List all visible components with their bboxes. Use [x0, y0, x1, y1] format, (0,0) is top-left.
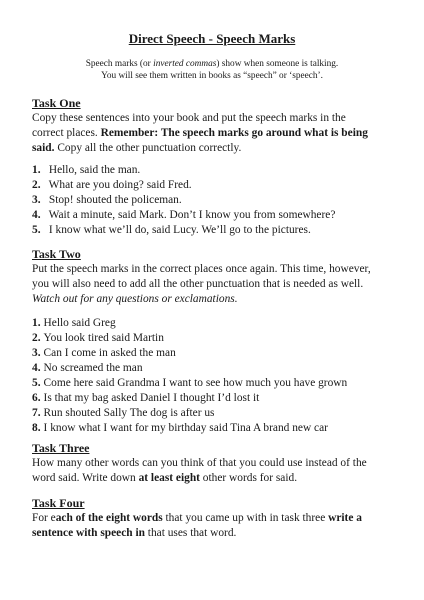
task-four-line-1-bold-2: write a	[328, 512, 362, 524]
task-two-heading: Task Two	[32, 247, 81, 261]
task-four-line-2	[32, 526, 402, 541]
item-text: Is that my bag asked Daniel I thought I’d lost it	[43, 392, 260, 404]
list-item	[32, 178, 402, 193]
task-three	[32, 441, 402, 486]
item-number: 2.	[32, 179, 41, 191]
task-one-line-2-a: correct places.	[32, 127, 101, 139]
task-four-heading: Task Four	[32, 496, 85, 510]
page-title: Direct Speech - Speech Marks	[128, 31, 296, 46]
item-number: 2.	[32, 332, 41, 344]
list-item	[32, 346, 402, 361]
intro-line-1-italic: inverted commas	[153, 59, 217, 69]
task-one-line-1: Copy these sentences into your book and put the speech marks in the	[32, 112, 346, 124]
task-one	[32, 96, 402, 156]
item-text: Hello said Greg	[43, 317, 116, 329]
item-number: 6.	[32, 392, 41, 404]
item-text: Can I come in asked the man	[43, 347, 176, 359]
item-text: What are you doing? said Fred.	[48, 179, 192, 191]
task-three-line-1: How many other words can you think of that you could use instead of the	[32, 457, 367, 469]
item-text: Come here said Grandma I want to see how much you have grown	[43, 377, 348, 389]
list-item	[32, 316, 402, 331]
list-item	[32, 406, 402, 421]
task-four-line-1-c: that you came up with in task three	[162, 512, 329, 524]
list-item	[32, 223, 402, 238]
item-text: No screamed the man	[43, 362, 143, 374]
task-one-heading: Task One	[32, 96, 81, 110]
task-four	[32, 496, 402, 541]
list-item	[32, 391, 402, 406]
intro-text	[0, 58, 424, 82]
task-two-line-2: you will also need to add all the other punctuation that is needed as well.	[32, 278, 364, 290]
task-one-line-3-b: Copy all the other punctuation correctly.	[54, 142, 242, 154]
intro-line-1-c: ) show when someone is talking.	[216, 59, 339, 69]
item-text: You look tired said Martin	[43, 332, 164, 344]
list-item	[32, 193, 402, 208]
item-text: I know what we’ll do, said Lucy. We’ll go to the pictures.	[48, 224, 311, 236]
item-number: 5.	[32, 224, 41, 236]
item-number: 3.	[32, 194, 41, 206]
item-text: I know what I want for my birthday said Tina A brand new car	[43, 422, 328, 434]
list-item	[32, 163, 402, 178]
task-three-heading: Task Three	[32, 441, 90, 455]
item-number: 3.	[32, 347, 41, 359]
item-number: 7.	[32, 407, 41, 419]
task-four-line-1-bold: ach of the eight words	[55, 512, 163, 524]
task-two-line-3	[32, 292, 402, 307]
task-two	[32, 247, 402, 307]
item-number: 4.	[32, 209, 41, 221]
intro-line-1-a: Speech marks (or	[85, 59, 154, 69]
task-four-line-1-a: For e	[32, 512, 56, 524]
intro-line-2: You will see them written in books as “speech” or ‘speech’.	[101, 71, 323, 81]
task-one-line-3	[32, 141, 402, 156]
item-text: Wait a minute, said Mark. Don’t I know you from somewhere?	[48, 209, 336, 221]
item-number: 5.	[32, 377, 41, 389]
list-item	[32, 208, 402, 223]
task-four-line-2-bold: sentence with speech in	[32, 527, 145, 539]
task-one-line-3-bold: said.	[32, 142, 55, 154]
list-item	[32, 421, 402, 436]
item-text: Hello, said the man.	[48, 164, 141, 176]
list-item	[32, 376, 402, 391]
item-text: Stop! shouted the policeman.	[48, 194, 182, 206]
intro-line-1	[0, 58, 424, 70]
task-two-list	[32, 316, 402, 436]
task-two-line-1: Put the speech marks in the correct places once again. This time, however,	[32, 263, 371, 275]
list-item	[32, 331, 402, 346]
task-two-line-3-italic: Watch out for any questions or exclamations.	[32, 293, 238, 305]
task-three-line-2-a: word said. Write down	[32, 472, 139, 484]
item-number: 8.	[32, 422, 41, 434]
task-one-list	[32, 163, 402, 238]
task-three-line-2	[32, 471, 402, 486]
list-item	[32, 361, 402, 376]
task-one-line-2-bold: Remember: The speech marks go around what is being	[100, 127, 368, 139]
task-four-line-2-b: that uses that word.	[144, 527, 237, 539]
item-number: 4.	[32, 362, 41, 374]
item-number: 1.	[32, 317, 41, 329]
task-one-line-2	[32, 126, 402, 141]
task-four-line-1	[32, 511, 402, 526]
item-number: 1.	[32, 164, 41, 176]
task-three-line-2-bold: at least eight	[138, 472, 200, 484]
task-three-line-2-c: other words for said.	[199, 472, 298, 484]
item-text: Run shouted Sally The dog is after us	[43, 407, 215, 419]
